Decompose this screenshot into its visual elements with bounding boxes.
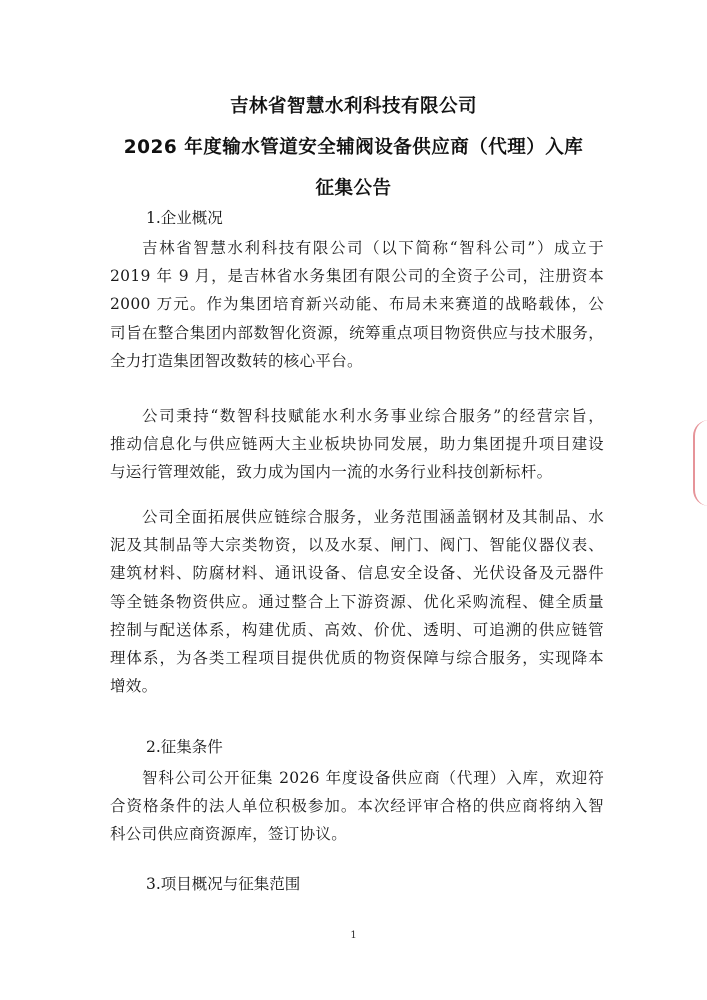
partial-seal-stamp	[693, 420, 707, 506]
paragraph-line: 等全链条物资供应。通过整合上下游资源、优化采购流程、健全质量	[110, 592, 604, 611]
paragraph-company-mission	[110, 402, 604, 487]
section-heading-company-overview: 1.企业概况	[146, 209, 223, 227]
page-number: 1	[350, 930, 357, 941]
paragraph-line: 公司秉持“数智科技赋能水利水务事业综合服务”的经营宗旨，	[142, 407, 604, 425]
document-title-company: 吉林省智慧水利科技有限公司	[229, 96, 477, 117]
paragraph-line: 泥及其制品等大宗类物资，以及水泵、闸门、阀门、智能仪器仪表、	[110, 536, 604, 555]
paragraph-line: 与运行管理效能，致力成为国内一流的水务行业科技创新标杆。	[110, 463, 553, 482]
paragraph-line: 推动信息化与供应链两大主业板块协同发展，助力集团提升项目建设	[110, 435, 604, 454]
paragraph-line: 科公司供应商资源库，签订协议。	[110, 825, 348, 844]
paragraph-line: 智科公司公开征集 2026 年度设备供应商（代理）入库，欢迎符	[142, 769, 604, 787]
paragraph-line: 理体系，为各类工程项目提供优质的物资保障与综合服务，实现降本	[110, 649, 604, 668]
paragraph-line: 全力打造集团智改数转的核心平台。	[110, 351, 363, 370]
paragraph-line: 合资格条件的法人单位积极参加。本次经评审合格的供应商将纳入智	[110, 797, 604, 816]
section-heading-conditions: 2.征集条件	[146, 738, 223, 756]
paragraph-line: 公司全面拓展供应链综合服务，业务范围涵盖钢材及其制品、水	[142, 508, 604, 526]
paragraph-line: 司旨在整合集团内部数智化资源，统筹重点项目物资供应与技术服务，	[110, 323, 604, 342]
document-title-notice: 征集公告	[315, 178, 392, 199]
paragraph-conditions	[110, 764, 604, 849]
paragraph-line: 增效。	[110, 677, 158, 696]
paragraph-company-intro	[110, 234, 604, 375]
paragraph-line: 控制与配送体系，构建优质、高效、价优、透明、可追溯的供应链管	[110, 620, 604, 639]
section-heading-project-scope: 3.项目概况与征集范围	[146, 875, 301, 893]
paragraph-line: 吉林省智慧水利科技有限公司（以下简称“智科公司”）成立于	[142, 239, 604, 257]
paragraph-line: 2000 万元。作为集团培育新兴动能、布局未来赛道的战略载体，公	[110, 295, 604, 314]
paragraph-line: 建筑材料、防腐材料、通讯设备、信息安全设备、光伏设备及元器件	[110, 564, 604, 583]
document-title-subject: 2026 年度输水管道安全辅阀设备供应商（代理）入库	[123, 137, 584, 158]
paragraph-line: 2019 年 9 月，是吉林省水务集团有限公司的全资子公司，注册资本	[110, 267, 604, 286]
paragraph-supply-chain-services	[110, 503, 604, 700]
